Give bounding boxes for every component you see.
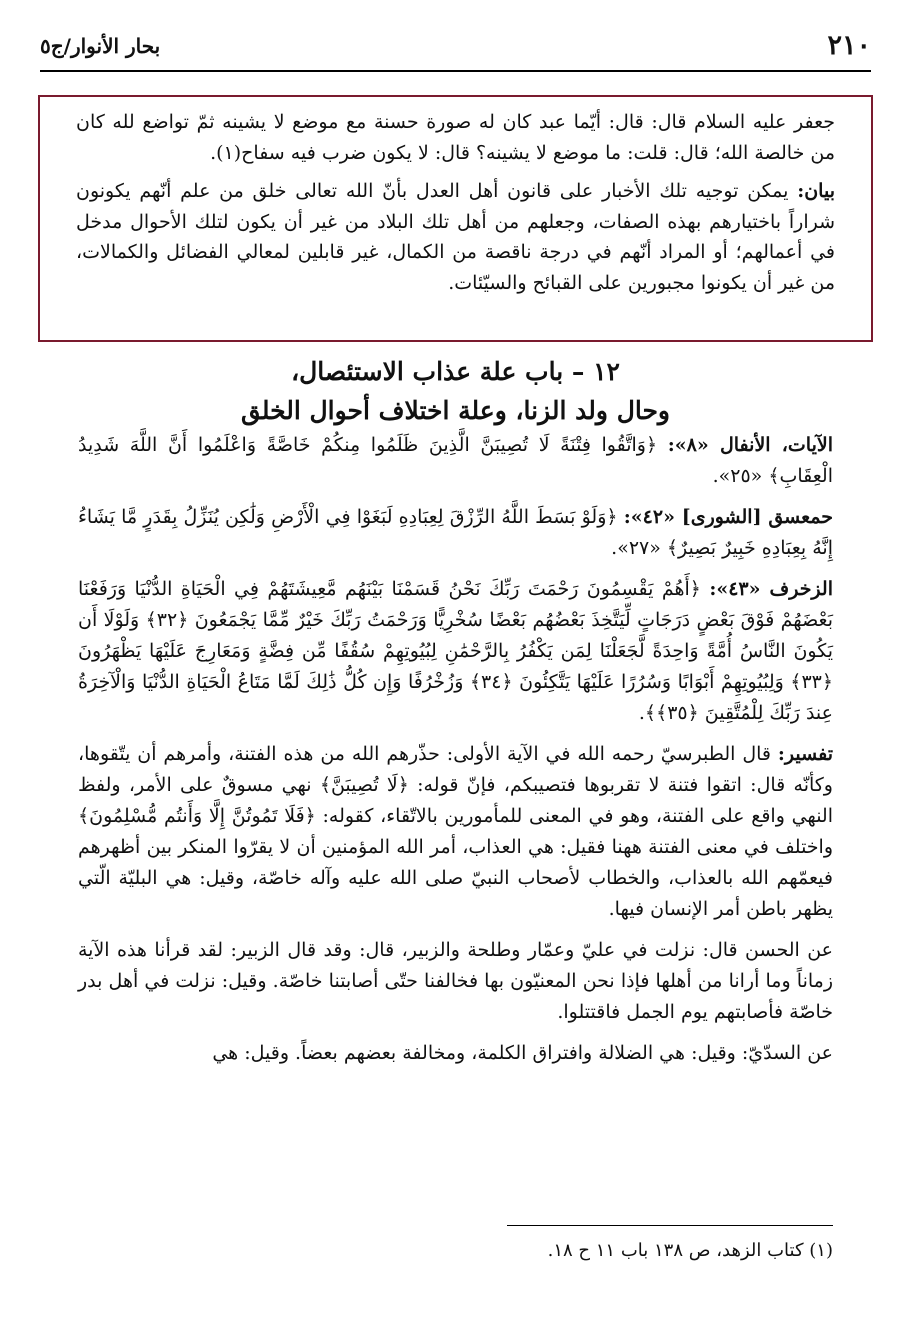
verse-text: ﴿وَاتَّقُوا فِتْنَةً لَا تُصِيبَنَّ الَّذِينَ ظَلَمُوا مِنكُمْ خَاصَّةً وَاعْلَمُوا أَنَّ اللَّهَ شَدِيدُ الْعِقَابِ﴾ «٢٥». — [78, 434, 833, 487]
verse-anfal — [78, 430, 833, 492]
verse-label: حمعسق [الشورى] «٤٢»: — [623, 506, 834, 528]
bayan-paragraph — [76, 176, 835, 298]
tafsir-text: قال الطبرسيّ رحمه الله في الآية الأولى: حذّرهم الله من هذه الفتنة، وأمرهم أن يتّقوها، وكأنّه قال: اتقوا فتنة لا تقربوها فتصيبكم، فإنّ قوله: ﴿لَا تُصِيبَنَّ﴾ نهي مسوقٌ على الأمر، ولفظ النهي واقع على الفتنة، وهو في المعنى للمأمورين بالاتّقاء، كقوله: ﴿فَلَا تَمُوتُنَّ إِلَّا وَأَنتُم مُّسْلِمُونَ﴾ واختلف في معنى الفتنة ههنا فقيل: هي العذاب، أمر الله المؤمنين أن لا يقرّوا المنكر بين أظهرهم فيعمّهم الله بالعذاب، والخطاب لأصحاب النبيّ صلى الله عليه وآله خاصّة، وقيل: هي البليّة الّتي يظهر باطن أمر الإنسان فيها. — [78, 743, 833, 920]
page-header — [40, 30, 871, 70]
chapter-title-line2: وحال ولد الزنا، وعلة اختلاف أحوال الخلق — [240, 396, 671, 425]
verse-text: ﴿وَلَوْ بَسَطَ اللَّهُ الرِّزْقَ لِعِبَادِهِ لَبَغَوْا فِي الْأَرْضِ وَلَٰكِن يُنَزِّلُ بِقَدَرٍ مَّا يَشَاءُ إِنَّهُ بِعِبَادِهِ خَبِيرٌ بَصِيرٌ﴾ «٢٧». — [78, 506, 833, 559]
verse-text: ﴿أَهُمْ يَقْسِمُونَ رَحْمَتَ رَبِّكَ نَحْنُ قَسَمْنَا بَيْنَهُم مَّعِيشَتَهُمْ فِي الْحَيَاةِ الدُّنْيَا وَرَفَعْنَا بَعْضَهُمْ فَوْقَ بَعْضٍ دَرَجَاتٍ لِّيَتَّخِذَ بَعْضُهُم بَعْضًا سُخْرِيًّا وَرَحْمَتُ رَبِّكَ خَيْرٌ مِّمَّا يَجْمَعُونَ ﴿٣٢﴾ وَلَوْلَا أَن يَكُونَ النَّاسُ أُمَّةً وَاحِدَةً لَّجَعَلْنَا لِمَن يَكْفُرُ بِالرَّحْمَٰنِ لِبُيُوتِهِمْ سُقُفًا مِّن فِضَّةٍ وَمَعَارِجَ عَلَيْهَا يَظْهَرُونَ ﴿٣٣﴾ وَلِبُيُوتِهِمْ أَبْوَابًا وَسُرُرًا عَلَيْهَا يَتَّكِئُونَ ﴿٣٤﴾ وَزُخْرُفًا وَإِن كُلُّ ذَٰلِكَ لَمَّا مَتَاعُ الْحَيَاةِ الدُّنْيَا وَالْآخِرَةُ عِندَ رَبِّكَ لِلْمُتَّقِينَ ﴿٣٥﴾﴾. — [78, 578, 834, 724]
chapter-heading — [0, 352, 911, 430]
page-body — [78, 430, 833, 1079]
header-rule — [40, 70, 871, 72]
hasan-paragraph: عن الحسن قال: نزلت في عليّ وعمّار وطلحة والزبير، قال: وقد قال الزبير: لقد قرأنا هذه الآية زماناً وما أرانا من أهلها فإذا نحن المعنيّون بها فخالفنا حتّى أصابتنا خاصّة. وقيل: نزلت في أهل بدر خاصّة فأصابتهم يوم الجمل فاقتتلوا. — [78, 939, 833, 1023]
highlighted-passage — [38, 95, 873, 342]
running-title: بحار الأنوار/ج٥ — [40, 34, 161, 58]
suddi-paragraph: عن السدّيّ: وقيل: هي الضلالة وافتراق الكلمة، ومخالفة بعضهم بعضاً. وقيل: هي — [212, 1042, 833, 1064]
tafsir-label: تفسير: — [777, 743, 833, 765]
chapter-title-line1: ١٢ – باب علة عذاب الاستئصال، — [291, 357, 620, 386]
verse-label: الزخرف «٤٣»: — [709, 578, 833, 600]
bayan-label: بيان: — [797, 180, 835, 202]
verse-label: الآيات، الأنفال «٨»: — [667, 434, 833, 456]
verse-zukhruf — [78, 574, 833, 729]
verse-shura — [78, 502, 833, 564]
footnote-1: (١) كتاب الزهد، ص ١٣٨ باب ١١ ح ١٨. — [547, 1240, 833, 1261]
hadith-paragraph: جعفر عليه السلام قال: قال: أيّما عبد كان له صورة حسنة مع موضع لا يشينه ثمّ تواضع لله كان من خالصة الله؛ قال: قلت: ما موضع لا يشينه؟ قال: لا يكون ضرب فيه سفاح(١). — [76, 111, 835, 164]
bayan-text: يمكن توجيه تلك الأخبار على قانون أهل العدل بأنّ الله تعالى خلق من علم أنّهم يكونون شراراً باختيارهم بهذه الصفات، وجعلهم من أهل تلك البلاد من غير أن يكون لتلك الأحوال مدخل في أعمالهم؛ أو المراد أنّهم في درجة ناقصة من الكمال، غير قابلين لمعالي الفضائل والكمالات، من غير أن يكونوا مجبورين على القبائح والسيّئات. — [76, 180, 835, 294]
footnote-rule — [507, 1225, 833, 1226]
footnotes — [78, 1225, 833, 1261]
tafsir-paragraph — [78, 739, 833, 925]
page-number: ٢١٠ — [827, 30, 871, 61]
